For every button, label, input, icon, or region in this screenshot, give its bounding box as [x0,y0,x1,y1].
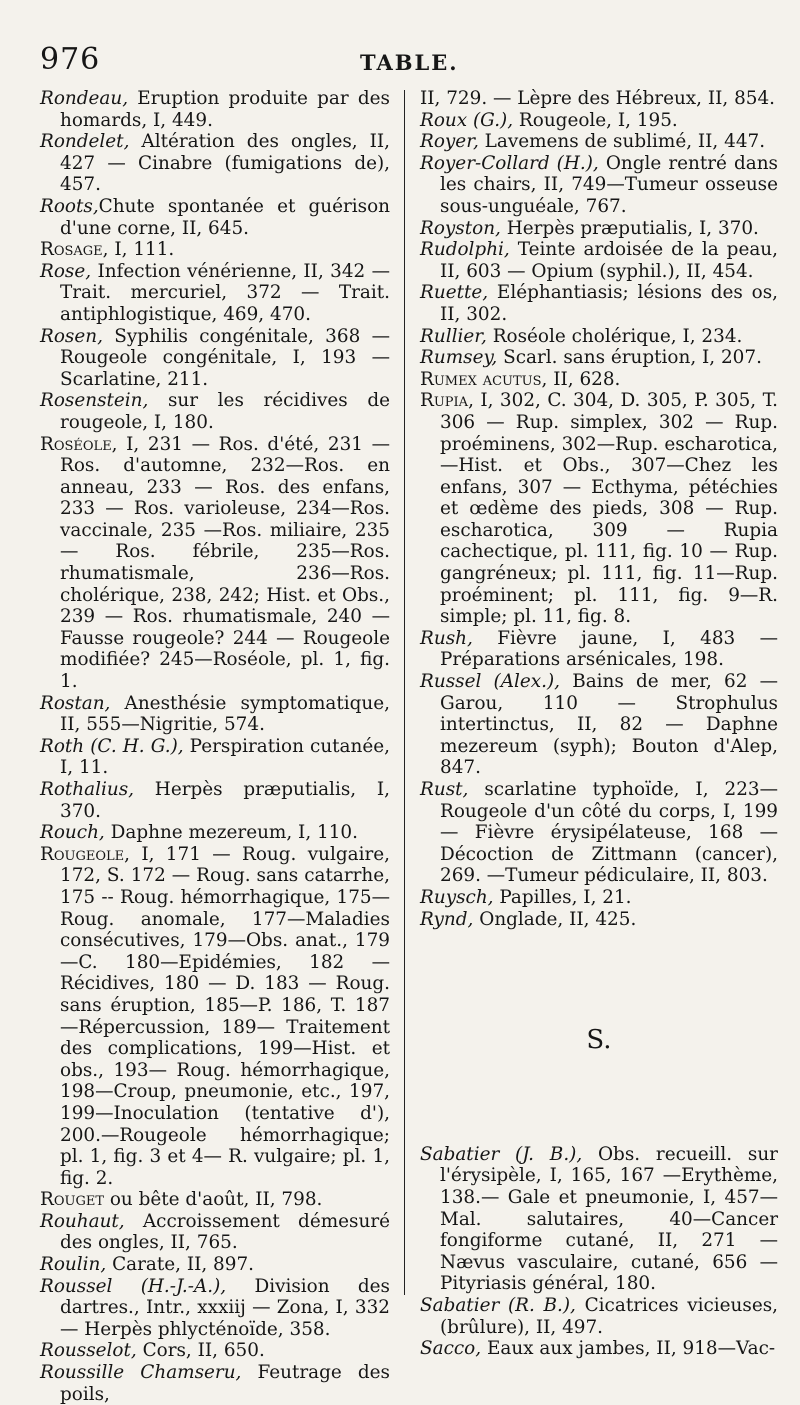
entry-text: I, 111. [108,239,175,261]
entry-text: Division des dartres., Intr., xxxiij — Zona, I, 332 — Herpès phlycténoïde, 358. [60,1275,390,1340]
entry-text: Ongle rentré dans les chairs, II, 749—Tumeur osseuse sous-unguéale, 767. [440,152,778,217]
index-entry [420,347,778,369]
index-entry [40,1340,390,1362]
section-letter: S. [586,1025,612,1056]
entry-text: Cors, II, 650. [136,1340,265,1362]
entry-heading: Roulin, [40,1254,107,1276]
entry-text: Accroissement démesuré des ongles, II, 765. [60,1210,390,1254]
entry-text: Altération des ongles, II, 427 — Cinabre (fumigations de), 457. [60,131,390,196]
entry-heading: Rullier, [420,325,487,347]
entry-text: Eruption produite par des homards, I, 449. [60,88,390,131]
index-entry [420,239,778,282]
entry-text: I, 171 — Roug. vulgaire, 172, S. 172 — Roug. sans catarrhe, 175 -- Roug. hémorrhagique, 175— Roug. anomale, 177—Maladies consécutives, 179—Obs. anat., 179—C. 180—Epidémies, 182 — Récidives, 180 — D. 183 — Roug. sans éruption, 185—P. 186, T. 187 —Répercussion, 189— Traitement des complications, 199—Hist. et obs., 193— Roug. hémorrhagique, 198—Croup, pneumonie, etc., 197, 199—Inoculation (tentative d'), 200.—Rougeole hémorrhagique; pl. 1, fig. 3 et 4— R. vulgaire; pl. 1, fig. 2. [60,843,390,1189]
entry-heading: Rouch, [40,822,105,844]
entry-text: Daphne mezereum, I, 110. [104,822,358,844]
index-entry [40,822,390,844]
index-entry [40,779,390,822]
left-column [40,88,390,1405]
entry-heading: Rondeau, [40,88,129,109]
entry-text: Carate, II, 897. [106,1254,254,1276]
entry-heading: Rondelet, [40,131,130,153]
entry-text: Scarl. sans éruption, I, 207. [497,347,762,369]
entry-text: Cicatrices vicieuses, (brûlure), II, 497. [440,1294,778,1338]
entry-heading: Rostan, [40,692,111,714]
index-entry [40,693,390,736]
entry-text: Onglade, II, 425. [473,908,637,930]
entry-text: Perspiration cutanée, I, 11. [60,735,390,779]
entry-text: Chute spontanée et guérison d'une corne, II, 645. [60,195,390,239]
entry-heading: Rust, [420,779,469,800]
entry-heading: Rouget [40,1189,105,1211]
index-entry [40,1189,390,1211]
entry-text: Herpès præputialis, I, 370. [500,217,759,239]
index-entry [420,153,778,218]
entry-heading: Royer, [420,131,479,153]
column-divider [404,90,405,1295]
entry-heading: Sabatier (R. B.), [420,1294,576,1316]
index-entry [40,326,390,391]
entry-heading: Roots, [40,195,99,217]
entry-heading: Roussel (H.-J.-A.), [40,1275,227,1297]
entry-text: Fièvre jaune, I, 483 — Préparations arsénicales, 198. [440,627,778,671]
entry-heading: Rush, [420,627,473,649]
entry-text: I, 231 — Ros. d'été, 231 — Ros. d'automne, 232—Ros. en anneau, 233 — Ros. des enfans, 233 — Ros. varioleuse, 234—Ros. vaccinale, 235 —Ros. miliaire, 235 — Ros. fébrile, 235—Ros. rhumatismale, 236—Ros. cholérique, 238, 242; Hist. et Obs., 239 — Ros. rhumatismale, 240 — Fausse rougeole? 244 — Rougeole modifiée? 245—Roséole, pl. 1, fig. 1. [60,433,390,693]
entry-heading: Sabatier (J. B.), [420,1143,583,1165]
entry-text: Feutrage des poils, [60,1362,390,1405]
entry-heading: Sacco, [420,1338,482,1360]
entry-text: Lavemens de sublimé, II, 447. [478,131,766,153]
index-entry [420,369,778,391]
index-entry [420,326,778,348]
entry-heading: Russel (Alex.), [420,671,560,693]
index-entry [40,1276,390,1341]
index-entry [420,110,778,132]
entry-heading: Rosenstein, [40,390,149,412]
entry-text: Infection vénérienne, II, 342 — Trait. mercuriel, 372 — Trait. antiphlogistique, 469, 470. [60,260,390,325]
entry-text: Papilles, I, 21. [493,886,632,908]
entry-heading: Rosen, [40,325,103,347]
entry-text: Herpès præputialis, I, 370. [60,779,390,822]
entry-heading: Rougeole, [40,843,130,865]
entry-text: ou bête d'août, II, 798. [104,1189,323,1211]
index-entry [420,909,778,931]
entry-heading: Roth (C. H. G.), [40,735,184,757]
entry-text: Syphilis congénitale, 368 — Rougeole congénitale, I, 193 — Scarlatine, 211. [60,325,390,390]
entry-heading: Rousselot, [40,1340,137,1362]
index-entry [420,1338,778,1360]
right-column-entries-s [420,1144,778,1360]
index-entry [40,736,390,779]
entry-heading: Roséole, [40,433,118,455]
index-entry [40,844,390,1190]
entry-heading: Rose, [40,260,92,282]
index-entry [40,131,390,196]
entry-heading: Roux (G.), [420,109,514,131]
entry-text: scarlatine typhoïde, I, 223—Rougeole d'un côté du corps, I, 199— Fièvre érysipélateuse, 168 —Décoction de Zittmann (cancer), 269. —Tumeur pédiculaire, II, 803. [440,779,778,887]
entry-heading: Ruette, [420,282,489,304]
entry-heading: Rothalius, [40,779,135,800]
index-entry [420,131,778,153]
entry-heading: Ruysch, [420,886,494,908]
index-entry [40,261,390,326]
entry-text: Anesthésie symptomatique, II, 555—Nigritie, 574. [60,692,390,736]
entry-heading: Rouhaut, [40,1210,125,1232]
entry-heading: Rynd, [420,908,474,930]
running-title: TABLE. [360,50,459,75]
index-entry [40,1254,390,1276]
entry-heading: Rupia, [420,390,474,412]
entry-text: I, 302, C. 304, D. 305, P. 305, T. 306 — Rup. simplex, 302 — Rup. proéminens, 302—Rup. escharotica, —Hist. et Obs., 307—Chez les enfans, 307 — Ecthyma, pétéchies et œdème des pieds, 308 — Rup. escharotica, 309 — Rupia cachectique, pl. 111, fig. 10 — Rup. gangréneux; pl. 111, fig. 11—Rup. proéminent; pl. 111, fig. 9—R. simple; pl. 11, fig. 8. [440,390,778,628]
index-entry [420,628,778,671]
entry-text: Bains de mer, 62 — Garou, 110 — Strophulus intertinctus, II, 82 — Daphne mezereum (syph); Bouton d'Alep, 847. [440,671,779,779]
index-entry [420,88,778,110]
page-number: 976 [40,42,101,77]
index-entry [40,239,390,261]
index-entry [40,196,390,239]
index-entry [420,282,778,325]
right-column [420,88,778,1360]
entry-text: Obs. recueill. sur l'érysipèle, I, 165, 167 —Erythème, 138.— Gale et pneumonie, I, 457— Mal. salutaires, 40—Cancer fongiforme cutané, II, 271 — Nævus vasculaire, cutané, 656 — Pityriasis général, 180. [440,1143,778,1295]
entry-heading: Rosage, [40,239,109,261]
entry-text: sur les récidives de rougeole, I, 180. [60,390,390,433]
index-entry [40,390,390,433]
entry-heading: Royer-Collard (H.), [420,152,599,174]
index-entry [420,671,778,779]
index-entry [420,887,778,909]
entry-heading: Roussille Chamseru, [40,1362,242,1384]
entry-text: Roséole cholérique, I, 234. [486,325,743,347]
entry-text: II, 628. [547,368,621,390]
index-entry [420,390,778,628]
index-entry [40,1362,390,1405]
index-entry [420,1144,778,1295]
index-entry [40,434,390,693]
index-entry [40,1211,390,1254]
right-column-entries [420,88,778,930]
entry-heading: Rumsey, [420,347,498,369]
entry-heading: Rudolphi, [420,239,510,261]
index-entry [420,1295,778,1338]
entry-text: Teinte ardoisée de la peau, II, 603 — Opium (syphil.), II, 454. [440,239,778,282]
entry-text: Eléphantiasis; lésions des os, II, 302. [440,282,778,325]
entry-text: Eaux aux jambes, II, 918—Vac- [481,1338,776,1360]
entry-heading: Royston, [420,217,501,239]
index-entry [40,88,390,131]
entry-text: II, 729. — Lèpre des Hébreux, II, 854. [420,88,776,109]
entry-text: Rougeole, I, 195. [513,109,678,131]
index-entry [420,779,778,887]
entry-heading: Rumex acutus, [420,368,548,390]
index-entry [420,218,778,240]
